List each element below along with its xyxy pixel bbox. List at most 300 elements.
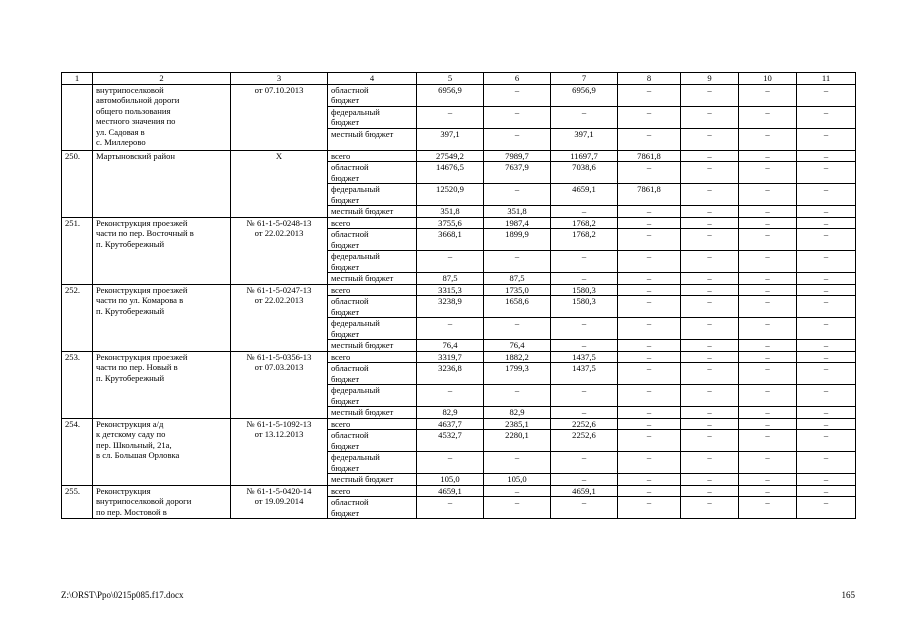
value-cell: –	[739, 430, 797, 452]
funding-source	[328, 474, 417, 486]
object-name-line: части по ул. Комарова в	[96, 295, 184, 305]
object-name-line: Реконструкция проезжей	[96, 351, 188, 362]
value-cell: –	[551, 340, 618, 352]
funding-source	[328, 363, 417, 385]
value-cell: –	[484, 106, 551, 128]
value-cell: 2280,1	[484, 430, 551, 452]
funding-source-line: всего	[331, 485, 351, 496]
document-ref-line: № 61-1-5-0420-14	[246, 485, 312, 496]
value-cell: –	[417, 385, 484, 407]
value-cell: –	[797, 128, 856, 150]
value-cell: –	[551, 474, 618, 486]
value-cell: 2252,6	[551, 418, 618, 430]
value-cell: –	[739, 206, 797, 218]
value-cell: –	[739, 273, 797, 285]
document-ref-line: Х	[275, 150, 283, 161]
funding-source-line: бюджет	[331, 373, 360, 384]
object-name-line: п. Крутобережный	[96, 305, 165, 316]
value-cell: 4659,1	[551, 184, 618, 206]
value-cell: –	[417, 318, 484, 340]
funding-source-line: федеральный	[331, 318, 380, 328]
value-cell: 11697,7	[551, 150, 618, 162]
funding-source	[328, 497, 417, 519]
value-cell: –	[618, 128, 681, 150]
value-cell: 2385,1	[484, 418, 551, 430]
document-ref	[231, 217, 328, 284]
value-cell: –	[618, 430, 681, 452]
value-cell: 3319,7	[417, 351, 484, 363]
value-cell: –	[739, 318, 797, 340]
row-number	[62, 84, 93, 150]
value-cell: –	[681, 128, 739, 150]
value-cell: –	[739, 128, 797, 150]
funding-source	[328, 150, 417, 162]
funding-source	[328, 217, 417, 229]
value-cell: –	[797, 284, 856, 296]
object-name-line: Реконструкция	[96, 485, 151, 496]
funding-source	[328, 184, 417, 206]
value-cell: –	[739, 296, 797, 318]
funding-source-line: бюджет	[331, 462, 360, 473]
document-ref-line: № 61-1-5-1092-13	[246, 418, 312, 429]
row-number: 253.	[62, 351, 93, 418]
funding-source-line: областной	[331, 430, 369, 440]
value-cell: 1580,3	[551, 296, 618, 318]
funding-source-line: местный бюджет	[331, 407, 394, 417]
value-cell: –	[484, 251, 551, 273]
document-ref	[231, 418, 328, 485]
funding-source-line: федеральный	[331, 184, 380, 194]
value-cell: –	[618, 296, 681, 318]
document-ref-line: № 61-1-5-0247-13	[246, 284, 312, 295]
document-ref-line: от 19.09.2014	[254, 496, 304, 506]
object-name-line: пер. Школьный, 21а,	[96, 439, 172, 450]
value-cell: 351,8	[417, 206, 484, 218]
value-cell: 1882,2	[484, 351, 551, 363]
funding-source	[328, 296, 417, 318]
funding-source	[328, 273, 417, 285]
value-cell: 397,1	[417, 128, 484, 150]
value-cell: –	[417, 106, 484, 128]
value-cell: –	[618, 273, 681, 285]
object-name-line: п. Крутобережный	[96, 372, 165, 383]
header-cell: 2	[93, 73, 231, 85]
value-cell: 82,9	[484, 407, 551, 419]
value-cell: –	[417, 497, 484, 519]
value-cell: –	[484, 184, 551, 206]
funding-source	[328, 162, 417, 184]
funding-source-line: федеральный	[331, 385, 380, 395]
value-cell: 1658,6	[484, 296, 551, 318]
funding-source-line: бюджет	[331, 507, 360, 518]
header-cell: 6	[484, 73, 551, 85]
row-number: 250.	[62, 150, 93, 217]
value-cell: –	[797, 84, 856, 106]
row-number: 252.	[62, 284, 93, 351]
header-cell: 10	[739, 73, 797, 85]
value-cell: –	[618, 485, 681, 497]
value-cell: –	[681, 162, 739, 184]
value-cell: –	[618, 452, 681, 474]
value-cell: –	[551, 385, 618, 407]
header-cell: 9	[681, 73, 739, 85]
funding-source	[328, 385, 417, 407]
object-name-line: автомобильной дороги	[96, 95, 180, 105]
value-cell: –	[551, 452, 618, 474]
value-cell: –	[739, 485, 797, 497]
object-name-line: части по пер. Новый в	[96, 362, 178, 372]
value-cell: –	[618, 229, 681, 251]
value-cell: 1987,4	[484, 217, 551, 229]
value-cell: –	[797, 385, 856, 407]
object-name-line: местного значения по	[96, 116, 176, 126]
value-cell: –	[681, 318, 739, 340]
value-cell: –	[618, 162, 681, 184]
value-cell: 1768,2	[551, 229, 618, 251]
value-cell: –	[618, 106, 681, 128]
value-cell: –	[618, 217, 681, 229]
funding-source	[328, 351, 417, 363]
value-cell: 14676,5	[417, 162, 484, 184]
value-cell: 6956,9	[551, 84, 618, 106]
value-cell: –	[417, 452, 484, 474]
funding-source-line: областной	[331, 229, 369, 239]
funding-source-line: областной	[331, 84, 369, 95]
value-cell: –	[681, 229, 739, 251]
value-cell: 105,0	[484, 474, 551, 486]
value-cell: –	[739, 284, 797, 296]
object-name-line: к детскому саду по	[96, 429, 166, 439]
header-cell: 11	[797, 73, 856, 85]
funding-source-line: бюджет	[331, 261, 360, 272]
value-cell: 351,8	[484, 206, 551, 218]
object-name-line: общего пользования	[96, 105, 171, 116]
value-cell: –	[618, 284, 681, 296]
value-cell: 27549,2	[417, 150, 484, 162]
value-cell: 1735,0	[484, 284, 551, 296]
document-ref-line: от 07.10.2013	[254, 84, 304, 95]
value-cell: –	[618, 206, 681, 218]
funding-source-line: федеральный	[331, 106, 380, 117]
value-cell: –	[551, 106, 618, 128]
value-cell: 12520,9	[417, 184, 484, 206]
funding-source	[328, 340, 417, 352]
value-cell: –	[797, 273, 856, 285]
value-cell: –	[739, 407, 797, 419]
value-cell: 3315,3	[417, 284, 484, 296]
header-cell: 5	[417, 73, 484, 85]
value-cell: –	[681, 418, 739, 430]
object-name-line: части по пер. Восточный в	[96, 228, 194, 238]
object-name	[93, 84, 231, 150]
value-cell: 7637,9	[484, 162, 551, 184]
value-cell: –	[551, 318, 618, 340]
funding-source	[328, 318, 417, 340]
value-cell: –	[618, 407, 681, 419]
funding-source-line: федеральный	[331, 452, 380, 462]
header-cell: 8	[618, 73, 681, 85]
funding-source	[328, 106, 417, 128]
value-cell: –	[797, 452, 856, 474]
object-name	[93, 284, 231, 351]
value-cell: 3238,9	[417, 296, 484, 318]
document-ref	[231, 351, 328, 418]
funding-source-line: бюджет	[331, 328, 360, 339]
value-cell: –	[739, 497, 797, 519]
budget-table	[61, 72, 856, 519]
value-cell: –	[484, 452, 551, 474]
value-cell: –	[739, 162, 797, 184]
document-ref	[231, 84, 328, 150]
value-cell: 7989,7	[484, 150, 551, 162]
object-name-line: Реконструкция проезжей	[96, 217, 188, 228]
value-cell: –	[797, 251, 856, 273]
document-ref-line: от 07.03.2013	[254, 362, 304, 372]
funding-source	[328, 418, 417, 430]
object-name	[93, 351, 231, 418]
value-cell: –	[739, 150, 797, 162]
value-cell: –	[681, 251, 739, 273]
value-cell: –	[797, 474, 856, 486]
header-cell: 7	[551, 73, 618, 85]
funding-source-line: областной	[331, 162, 369, 172]
funding-source-line: бюджет	[331, 172, 360, 183]
value-cell: 1768,2	[551, 217, 618, 229]
value-cell: –	[739, 106, 797, 128]
value-cell: –	[797, 206, 856, 218]
value-cell: –	[681, 296, 739, 318]
table-row	[62, 485, 856, 497]
funding-source-line: всего	[331, 150, 351, 161]
value-cell: –	[739, 418, 797, 430]
funding-source	[328, 84, 417, 106]
value-cell: –	[797, 430, 856, 452]
value-cell: –	[797, 351, 856, 363]
object-name	[93, 485, 231, 519]
value-cell: –	[681, 284, 739, 296]
value-cell: –	[618, 497, 681, 519]
funding-source	[328, 485, 417, 497]
value-cell: –	[681, 351, 739, 363]
value-cell: –	[739, 84, 797, 106]
table-row	[62, 418, 856, 430]
funding-source-line: бюджет	[331, 95, 360, 105]
value-cell: –	[739, 474, 797, 486]
value-cell: 1437,5	[551, 363, 618, 385]
funding-source-line: местный бюджет	[331, 474, 394, 484]
value-cell: –	[681, 363, 739, 385]
table-row	[62, 84, 856, 106]
document-ref-line: от 13.12.2013	[254, 429, 304, 439]
value-cell: –	[739, 385, 797, 407]
table-row	[62, 284, 856, 296]
value-cell: –	[484, 318, 551, 340]
value-cell: –	[551, 273, 618, 285]
object-name-line: внутрипоселковой	[96, 84, 164, 95]
value-cell: –	[797, 418, 856, 430]
value-cell: –	[739, 217, 797, 229]
funding-source-line: местный бюджет	[331, 206, 394, 216]
value-cell: 3755,6	[417, 217, 484, 229]
funding-source-line: областной	[331, 363, 369, 373]
object-name-line: в сл. Большая Орловка	[96, 450, 180, 460]
document-ref-line: № 61-1-5-0356-13	[246, 351, 312, 362]
value-cell: –	[797, 184, 856, 206]
funding-source-line: всего	[331, 418, 351, 429]
value-cell: 87,5	[417, 273, 484, 285]
value-cell: –	[681, 150, 739, 162]
value-cell: 4659,1	[551, 485, 618, 497]
value-cell: –	[797, 407, 856, 419]
value-cell: –	[797, 340, 856, 352]
value-cell: –	[739, 251, 797, 273]
value-cell: –	[618, 363, 681, 385]
value-cell: –	[681, 340, 739, 352]
value-cell: 7038,6	[551, 162, 618, 184]
funding-source-line: всего	[331, 351, 351, 362]
table-row	[62, 217, 856, 229]
funding-source	[328, 251, 417, 273]
row-number: 251.	[62, 217, 93, 284]
funding-source-line: всего	[331, 284, 351, 295]
funding-source-line	[331, 139, 413, 150]
value-cell: –	[484, 497, 551, 519]
value-cell: –	[618, 385, 681, 407]
header-row	[62, 73, 856, 85]
funding-source	[328, 206, 417, 218]
funding-source-line: местный бюджет	[331, 128, 394, 139]
object-name-line: с. Миллерово	[96, 137, 146, 147]
document-ref-line: от 22.02.2013	[254, 295, 304, 305]
value-cell: 397,1	[551, 128, 618, 150]
funding-source-line: бюджет	[331, 117, 360, 127]
funding-source	[328, 430, 417, 452]
value-cell: –	[681, 273, 739, 285]
funding-source-line: федеральный	[331, 251, 380, 261]
value-cell: 76,4	[417, 340, 484, 352]
document-ref-line: № 61-1-5-0248-13	[246, 217, 312, 228]
value-cell: 7861,8	[618, 184, 681, 206]
value-cell: –	[681, 106, 739, 128]
funding-source-line: всего	[331, 217, 351, 228]
table-row	[62, 150, 856, 162]
value-cell: –	[681, 184, 739, 206]
value-cell: –	[484, 84, 551, 106]
value-cell: –	[618, 418, 681, 430]
value-cell: –	[797, 229, 856, 251]
header-cell: 3	[231, 73, 328, 85]
header-cell: 4	[328, 73, 417, 85]
value-cell: 1437,5	[551, 351, 618, 363]
value-cell: –	[681, 497, 739, 519]
value-cell: –	[797, 162, 856, 184]
funding-source	[328, 229, 417, 251]
value-cell: –	[417, 251, 484, 273]
value-cell: –	[681, 485, 739, 497]
value-cell: –	[739, 351, 797, 363]
object-name	[93, 150, 231, 217]
funding-source	[328, 407, 417, 419]
value-cell: 4637,7	[417, 418, 484, 430]
funding-source-line: местный бюджет	[331, 340, 394, 350]
value-cell: –	[797, 106, 856, 128]
funding-source-line: бюджет	[331, 194, 360, 205]
value-cell: 3668,1	[417, 229, 484, 251]
document-ref-line: от 22.02.2013	[254, 228, 304, 238]
funding-source	[328, 452, 417, 474]
object-name-line: по пер. Мостовой в	[96, 506, 167, 517]
document-ref	[231, 284, 328, 351]
value-cell: –	[739, 452, 797, 474]
funding-source-line: областной	[331, 296, 369, 306]
value-cell: 7861,8	[618, 150, 681, 162]
table-row	[62, 351, 856, 363]
document-ref	[231, 485, 328, 519]
document-ref	[231, 150, 328, 217]
value-cell: –	[681, 407, 739, 419]
value-cell: –	[681, 452, 739, 474]
value-cell: 2252,6	[551, 430, 618, 452]
value-cell: –	[484, 128, 551, 150]
header-cell: 1	[62, 73, 93, 85]
value-cell: –	[618, 351, 681, 363]
row-number: 255.	[62, 485, 93, 519]
value-cell: 4659,1	[417, 485, 484, 497]
value-cell: –	[797, 318, 856, 340]
value-cell: 3236,8	[417, 363, 484, 385]
value-cell: 82,9	[417, 407, 484, 419]
value-cell: –	[797, 485, 856, 497]
value-cell: –	[681, 430, 739, 452]
value-cell: –	[618, 84, 681, 106]
funding-source-line: бюджет	[331, 306, 360, 317]
value-cell: –	[681, 474, 739, 486]
value-cell: 76,4	[484, 340, 551, 352]
value-cell: –	[739, 229, 797, 251]
funding-source-line: бюджет	[331, 239, 360, 250]
funding-source	[328, 284, 417, 296]
value-cell: 4532,7	[417, 430, 484, 452]
funding-source-line: бюджет	[331, 395, 360, 406]
funding-source-line: областной	[331, 497, 369, 507]
value-cell: –	[797, 217, 856, 229]
value-cell: –	[551, 407, 618, 419]
value-cell: 6956,9	[417, 84, 484, 106]
footer-file-path: Z:\ORST\Ppo\0215p085.f17.docx	[61, 590, 184, 600]
value-cell: –	[484, 485, 551, 497]
value-cell: –	[739, 340, 797, 352]
object-name-line: Реконструкция а/д	[96, 418, 164, 429]
funding-source-line: местный бюджет	[331, 273, 394, 283]
page-number: 165	[841, 590, 855, 600]
value-cell: –	[551, 206, 618, 218]
value-cell: –	[618, 251, 681, 273]
value-cell: 1799,3	[484, 363, 551, 385]
value-cell: –	[618, 318, 681, 340]
value-cell: 1580,3	[551, 284, 618, 296]
value-cell: –	[797, 363, 856, 385]
value-cell: –	[681, 217, 739, 229]
value-cell: –	[618, 340, 681, 352]
value-cell: –	[551, 497, 618, 519]
value-cell: –	[797, 497, 856, 519]
funding-source-line: бюджет	[331, 440, 360, 451]
value-cell: –	[739, 184, 797, 206]
value-cell: –	[797, 296, 856, 318]
row-number: 254.	[62, 418, 93, 485]
object-name-line: ул. Садовая в	[96, 126, 145, 137]
object-name-line: Мартыновский район	[96, 150, 176, 161]
